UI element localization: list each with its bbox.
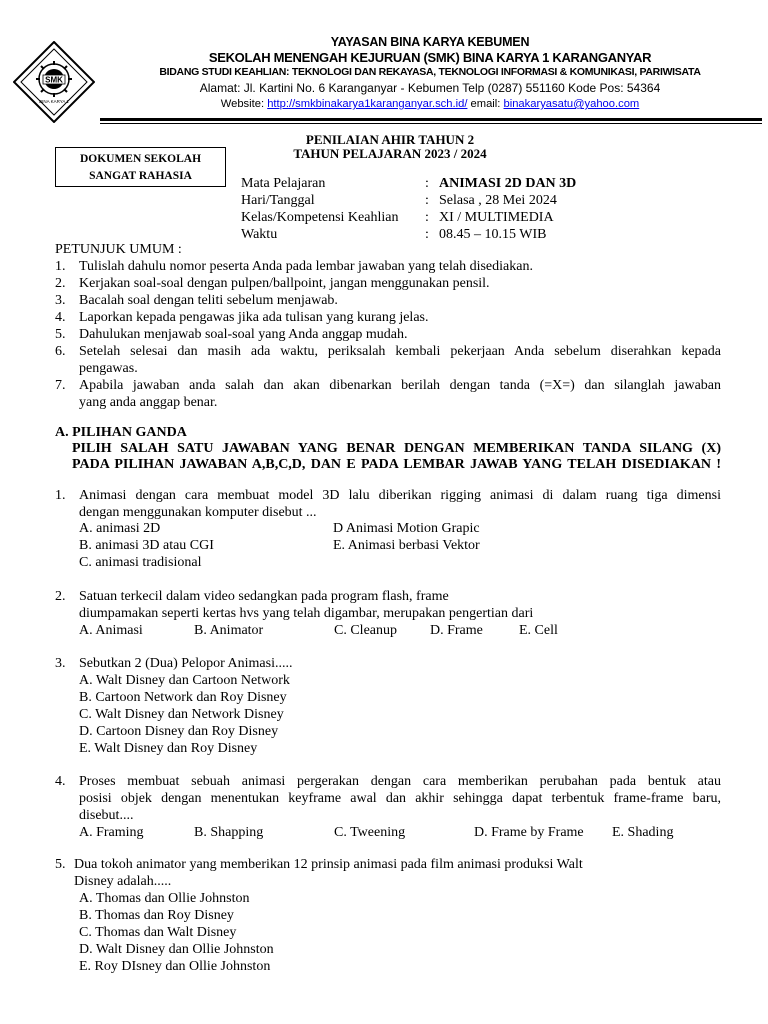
question-text: Dua tokoh animator yang memberikan 12 prinsip animasi pada film animasi produksi Walt bbox=[74, 857, 583, 872]
email-label: email: bbox=[467, 98, 504, 110]
answer-option: B. Cartoon Network dan Roy Disney bbox=[79, 690, 287, 705]
info-colon: : bbox=[425, 193, 429, 208]
instruction-text: Laporkan kepada pengawas jika ada tulisan yang kurang jelas. bbox=[79, 310, 429, 325]
info-label: Waktu bbox=[241, 227, 278, 242]
answer-option: B. Thomas dan Roy Disney bbox=[79, 908, 234, 923]
contact-line bbox=[100, 98, 760, 110]
info-colon: : bbox=[425, 210, 429, 225]
question-number: 4. bbox=[55, 774, 66, 789]
info-label: Hari/Tanggal bbox=[241, 193, 315, 208]
exam-year: TAHUN PELAJARAN 2023 / 2024 bbox=[293, 146, 487, 161]
instructions-heading: PETUNJUK UMUM : bbox=[55, 242, 182, 257]
question-text: Satuan terkecil dalam video sedangkan pada program flash, frame bbox=[79, 589, 449, 604]
answer-option: C. Tweening bbox=[334, 825, 406, 840]
question-number: 5. bbox=[55, 857, 66, 872]
answer-option: C. Thomas dan Walt Disney bbox=[79, 925, 237, 940]
answer-option: D. Frame bbox=[430, 623, 483, 638]
answer-option: D. Frame by Frame bbox=[474, 825, 584, 840]
question-text: posisi objek dengan menentukan keyframe awal dan akhir sehingga dapat terbentuk frame-frame baru, bbox=[79, 791, 721, 806]
info-label: Kelas/Kompetensi Keahlian bbox=[241, 210, 399, 225]
question-text: disebut.... bbox=[79, 808, 134, 823]
instruction-number: 1. bbox=[55, 259, 66, 274]
answer-option: E. Shading bbox=[612, 825, 674, 840]
school-logo-icon bbox=[13, 41, 95, 123]
confidential-stamp bbox=[55, 147, 226, 187]
study-fields: BIDANG STUDI KEAHLIAN: TEKNOLOGI DAN REKAYASA, TEKNOLOGI INFORMASI & KOMUNIKASI, PARIWISATA bbox=[159, 66, 701, 78]
email-link[interactable]: binakaryasatu@yahoo.com bbox=[503, 98, 640, 110]
instruction-text: Dahulukan menjawab soal-soal yang Anda anggap mudah. bbox=[79, 327, 408, 342]
instruction-text: pengawas. bbox=[79, 361, 138, 376]
question-text: Animasi dengan cara membuat model 3D lalu diberikan rigging animasi di dalam ruang tiga dimensi bbox=[79, 488, 721, 503]
foundation-name: YAYASAN BINA KARYA KEBUMEN bbox=[330, 35, 530, 49]
answer-option: D. Walt Disney dan Ollie Johnston bbox=[79, 942, 274, 957]
section-a-title: A. PILIHAN GANDA bbox=[55, 425, 187, 440]
answer-option: A. Walt Disney dan Cartoon Network bbox=[79, 673, 290, 688]
instruction-text: Setelah selesai dan masih ada waktu, periksalah kembali pekerjaan Anda sebelum diserahkan kepada bbox=[79, 344, 721, 359]
instruction-number: 4. bbox=[55, 310, 66, 325]
answer-option: C. animasi tradisional bbox=[79, 555, 202, 570]
question-text: diumpamakan seperti kertas hvs yang telah digambar, merupakan pengertian dari bbox=[79, 606, 534, 621]
confidential-line-2: SANGAT RAHASIA bbox=[89, 170, 192, 182]
website-label: Website: bbox=[220, 98, 268, 110]
answer-option: E. Animasi berbasi Vektor bbox=[333, 538, 480, 553]
answer-option: D Animasi Motion Grapic bbox=[333, 521, 480, 536]
instruction-number: 2. bbox=[55, 276, 66, 291]
school-logo bbox=[13, 41, 95, 123]
school-address: Alamat: Jl. Kartini No. 6 Karanganyar - Kebumen Telp (0287) 551160 Kode Pos: 54364 bbox=[199, 81, 661, 95]
instruction-text: yang anda anggap benar. bbox=[79, 395, 218, 410]
header-divider-thick bbox=[100, 118, 762, 121]
info-label: Mata Pelajaran bbox=[241, 176, 326, 191]
info-colon: : bbox=[425, 176, 429, 191]
answer-option: E. Walt Disney dan Roy Disney bbox=[79, 741, 258, 756]
answer-option: B. Animator bbox=[194, 623, 264, 638]
logo-caption: BINA KARYA 1 bbox=[39, 99, 69, 104]
confidential-line-1: DOKUMEN SEKOLAH bbox=[79, 153, 202, 165]
school-name: SEKOLAH MENENGAH KEJURUAN (SMK) BINA KARYA 1 KARANGANYAR bbox=[208, 50, 652, 65]
info-colon: : bbox=[425, 227, 429, 242]
section-a-instruction-2: PADA PILIHAN JAWABAN A,B,C,D, DAN E PADA LEMBAR JAWAB YANG TELAH DISEDIAKAN ! bbox=[72, 457, 721, 472]
answer-option: C. Walt Disney dan Network Disney bbox=[79, 707, 284, 722]
question-number: 1. bbox=[55, 488, 66, 503]
instruction-text: Kerjakan soal-soal dengan pulpen/ballpoint, jangan menggunakan pensil. bbox=[79, 276, 490, 291]
question-number: 3. bbox=[55, 656, 66, 671]
instruction-text: Bacalah soal dengan teliti sebelum menjawab. bbox=[79, 293, 338, 308]
answer-option: A. animasi 2D bbox=[79, 521, 161, 536]
answer-option: E. Roy DIsney dan Ollie Johnston bbox=[79, 959, 271, 974]
header-divider-thin bbox=[100, 123, 762, 124]
answer-option: A. Thomas dan Ollie Johnston bbox=[79, 891, 250, 906]
info-value: 08.45 – 10.15 WIB bbox=[439, 227, 547, 242]
instruction-number: 7. bbox=[55, 378, 66, 393]
question-text: dengan menggunakan komputer disebut ... bbox=[79, 505, 317, 520]
info-value: Selasa , 28 Mei 2024 bbox=[439, 193, 557, 208]
answer-option: A. Framing bbox=[79, 825, 144, 840]
section-a-instruction-1: PILIH SALAH SATU JAWABAN YANG BENAR DENGAN MEMBERIKAN TANDA SILANG (X) bbox=[72, 441, 721, 456]
question-text: Disney adalah..... bbox=[74, 874, 172, 889]
answer-option: B. animasi 3D atau CGI bbox=[79, 538, 214, 553]
question-text: Sebutkan 2 (Dua) Pelopor Animasi..... bbox=[79, 656, 293, 671]
instruction-number: 6. bbox=[55, 344, 66, 359]
info-value: ANIMASI 2D DAN 3D bbox=[439, 176, 577, 191]
question-number: 2. bbox=[55, 589, 66, 604]
logo-text: SMK bbox=[45, 75, 63, 85]
answer-option: B. Shapping bbox=[194, 825, 264, 840]
answer-option: E. Cell bbox=[519, 623, 558, 638]
instruction-number: 3. bbox=[55, 293, 66, 308]
question-text: Proses membuat sebuah animasi pergerakan dengan cara memberikan perubahan pada bentuk atau bbox=[79, 774, 721, 789]
answer-option: A. Animasi bbox=[79, 623, 143, 638]
website-link[interactable]: http://smkbinakarya1karanganyar.sch.id/ bbox=[267, 98, 468, 110]
instruction-number: 5. bbox=[55, 327, 66, 342]
answer-option: C. Cleanup bbox=[334, 623, 397, 638]
answer-option: D. Cartoon Disney dan Roy Disney bbox=[79, 724, 279, 739]
instruction-text: Tulislah dahulu nomor peserta Anda pada lembar jawaban yang telah disediakan. bbox=[79, 259, 533, 274]
exam-title: PENILAIAN AHIR TAHUN 2 bbox=[305, 132, 475, 147]
instruction-text: Apabila jawaban anda salah dan akan dibenarkan berilah dengan tanda (=X=) dan silanglah jawaban bbox=[79, 378, 721, 393]
info-value: XI / MULTIMEDIA bbox=[439, 210, 554, 225]
